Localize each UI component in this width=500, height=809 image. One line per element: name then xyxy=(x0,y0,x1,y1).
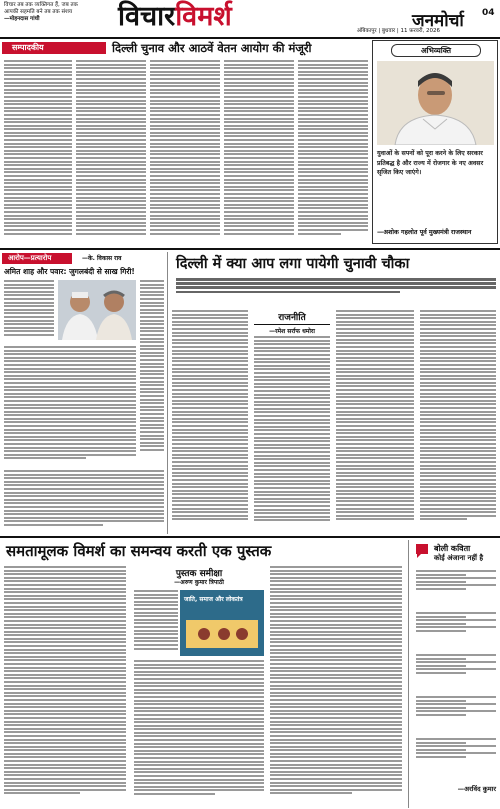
top-quote-author: —मोहनदास गांधी xyxy=(4,16,40,22)
book-cover-title: जाति, समाज और लोकतंत्र xyxy=(184,596,243,603)
masthead-quote xyxy=(4,2,114,23)
portrait-illustration xyxy=(377,61,494,145)
bottom-reviewer: —अरुण कुमार त्रिपाठी xyxy=(174,579,224,586)
boli-icon xyxy=(414,542,430,560)
editorial-col-3 xyxy=(150,60,220,242)
boli-box xyxy=(412,540,498,806)
lead-headline: दिल्ली में क्या आप लगा पायेगी चुनावी चौका xyxy=(176,256,410,272)
aarop-label: आरोप—प्रत्यारोप xyxy=(2,253,72,264)
paper-name: जनमोर्चा xyxy=(412,11,464,31)
lead-byline: —रमेश सर्राफ धमोरा xyxy=(269,328,315,335)
editorial-col-1 xyxy=(4,60,72,242)
poem-title: कोई अंजाना नहीं है xyxy=(434,554,484,562)
masthead-rule xyxy=(0,37,500,39)
bottom-col-3 xyxy=(270,566,402,806)
lead-col-1 xyxy=(172,310,248,532)
lead-col-2 xyxy=(254,336,330,532)
top-quote-line2: आपकी सहमति बने तब तक संशय xyxy=(4,9,73,15)
aarop-photo xyxy=(58,280,136,340)
poem-stanza-2 xyxy=(416,612,496,646)
rajneeti-box xyxy=(254,310,330,335)
abhivyakti-portrait xyxy=(377,61,494,145)
speech-bubble-icon xyxy=(414,542,430,560)
masthead-title xyxy=(118,2,232,32)
aarop-lower xyxy=(4,470,164,532)
date-line: अंबिकापुर | बुधवार | 11 फ़रवरी, 2026 xyxy=(356,28,440,34)
bottom-col-2a xyxy=(134,590,178,656)
poem-stanza-1 xyxy=(416,570,496,604)
editorial-col-5 xyxy=(298,60,368,242)
book-cover xyxy=(180,590,264,656)
abhivyakti-box xyxy=(372,40,498,244)
masthead-title-right: विमर्श xyxy=(175,1,232,32)
top-quote-line1: विचार तब तक व्यक्तिगत हैं, जब तक xyxy=(4,2,78,8)
editorial-col-2 xyxy=(76,60,146,242)
lead-col-4 xyxy=(420,310,496,532)
boli-label: बोली कविता xyxy=(434,544,471,553)
bottom-col-2b xyxy=(134,660,264,806)
pustak-label: पुस्तक समीक्षा xyxy=(175,569,223,579)
aarop-col-2 xyxy=(140,280,164,468)
poem-author: —अरविंद कुमार xyxy=(457,785,496,793)
aarop-col-1a xyxy=(4,280,54,342)
poem-stanza-3 xyxy=(416,654,496,688)
lead-col-3 xyxy=(336,310,414,532)
abhivyakti-author: —अशोक गहलोत पूर्व मुख्यमंत्री राजस्थान xyxy=(377,229,472,236)
poem-stanza-5 xyxy=(416,738,496,772)
aarop-headline: अमित शाह और पवार: जुगलबंदी से साख गिरी! xyxy=(4,267,135,276)
poem-stanza-4 xyxy=(416,696,496,730)
abhivyakti-label: अभिव्यक्ति xyxy=(391,44,481,57)
rajneeti-label: राजनीति xyxy=(254,310,330,325)
middle-section-rule xyxy=(0,536,500,538)
editorial-label: सम्पादकीय xyxy=(2,42,106,54)
page-number: 04 xyxy=(482,8,495,18)
bottom-headline: समतामूलक विमर्श का समन्वय करती एक पुस्तक xyxy=(6,542,272,560)
leaders-photo xyxy=(58,280,136,340)
masthead-title-left: विचार xyxy=(118,1,176,32)
masthead xyxy=(0,0,500,40)
editorial-headline: दिल्ली चुनाव और आठवें वेतन आयोग की मंजूरी xyxy=(112,41,312,55)
aarop-byline: —के. विकास राव xyxy=(82,255,122,262)
aarop-col-1b xyxy=(4,346,136,468)
bottom-col-1 xyxy=(4,566,126,806)
lead-intro xyxy=(176,278,496,304)
aarop-divider xyxy=(167,252,168,534)
poem-divider xyxy=(408,540,409,808)
upper-section-rule xyxy=(0,248,500,250)
editorial-col-4 xyxy=(224,60,294,242)
abhivyakti-quote: युवाओं के सपनों को पूरा करने के लिए सरकार प्रतिबद्ध है और राज्य में रोजगार के नए अवसर सृजित किए जाएंगे। xyxy=(377,150,484,177)
